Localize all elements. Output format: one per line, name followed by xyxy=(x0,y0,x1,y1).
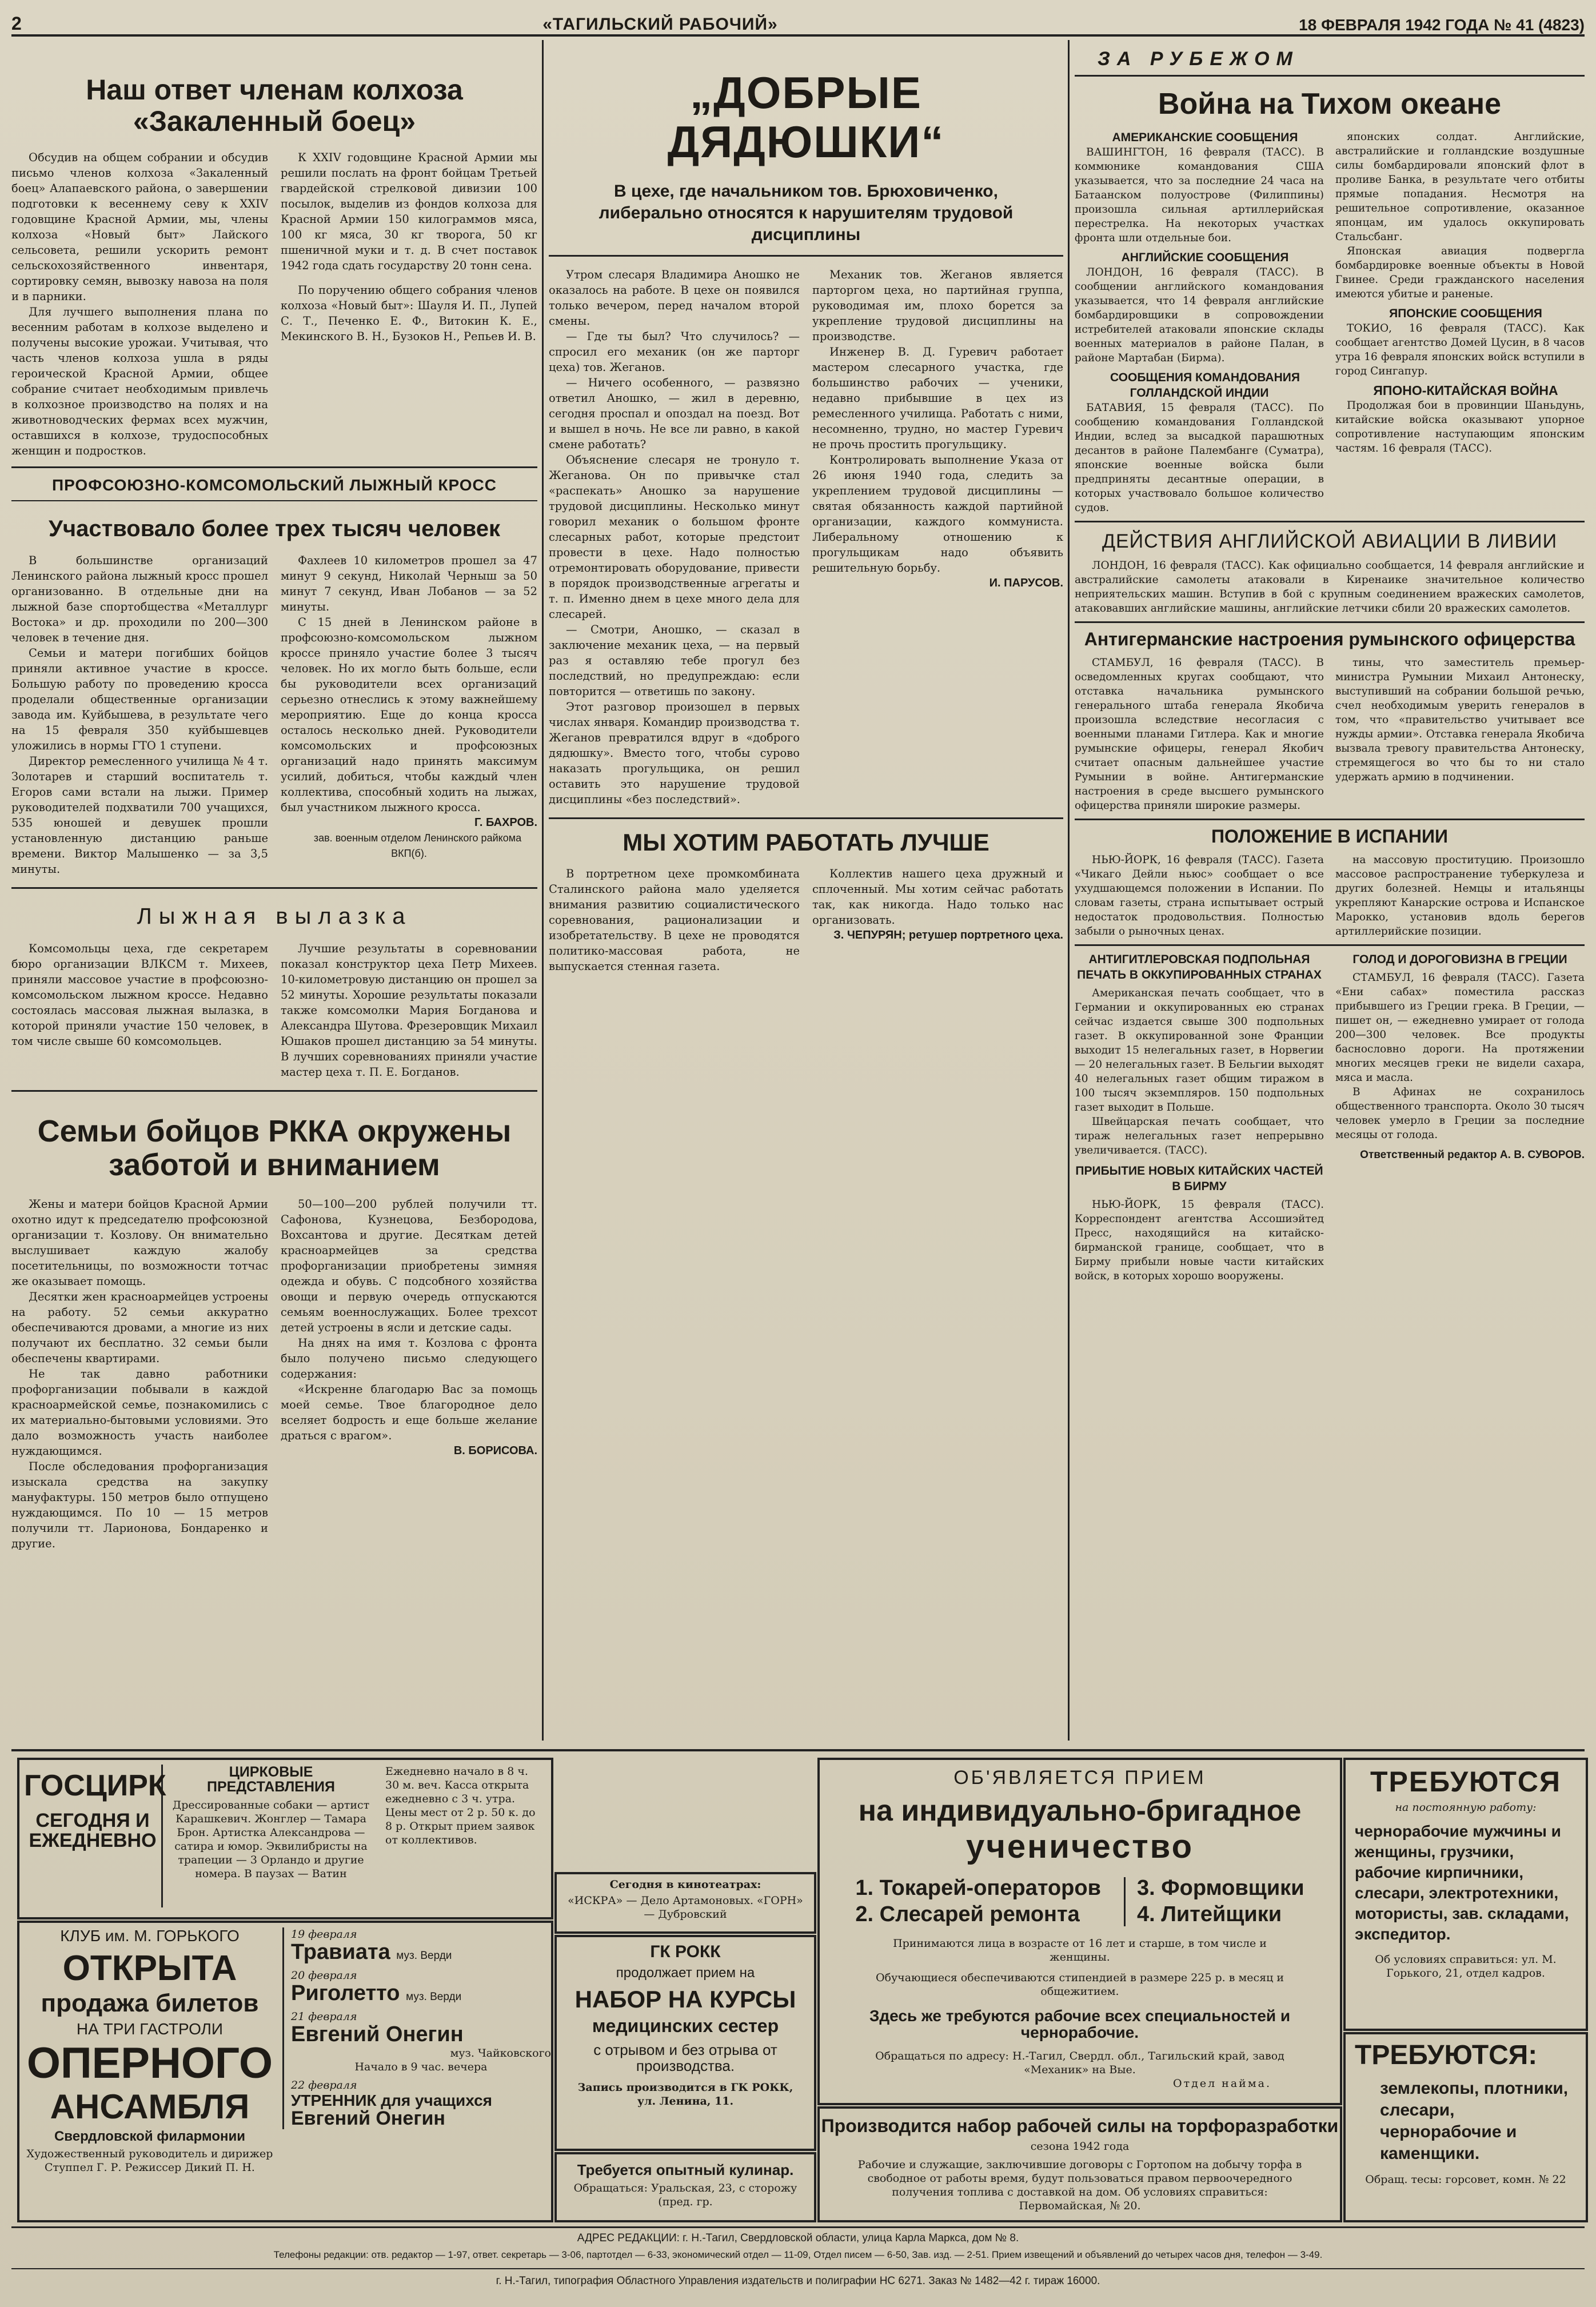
school-item-1: 1. Токарей-операторов xyxy=(855,1876,1101,1901)
club-opera-3-music: муз. Чайковского xyxy=(450,2046,551,2059)
school-pay: Обучающиеся обеспечиваются стипендией в размере 225 р. в месяц и общежитием. xyxy=(875,1971,1284,1998)
club-sale: продажа билетов xyxy=(41,1989,259,2018)
relay-title: Лыжная вылазка xyxy=(137,904,412,929)
rokk-name: ГК РОКК xyxy=(650,1942,721,1961)
rkka-text-3: Не так давно работники профорганизации побывали в каждой красноармейской семье, познакомились с их материально-бытовыми условиями. Это дало возможность участь наиболее нуждающимся. xyxy=(11,1367,268,1458)
abroad-text-5: Японская авиация подвергла бомбардировке военные объекты в Новой Гвинее. Среди гражданского населения имеются убитые и раненые. xyxy=(1335,245,1585,301)
abroad-text-14: Швейцарская печать сообщает, что тираж нелегальных газет непрерывно увеличивается. (ТАСС). xyxy=(1075,1116,1324,1157)
uncles-text-2: — Где ты был? Что случилось? — спросил его механик (он же парторг цеха) тов. Жеганов. xyxy=(549,329,800,374)
abroad-text-10: тины, что заместитель премьер-министра Румынии Михаил Антонеску, выступивший на собрании большой речью, счел необходимым уверить генералов в том, что «правительство учитывает все нужды армии». Отставка генерала Якобича вызвала тревогу правительства Антонеску, стремящегося во что бы то ни стало удержать армию в подчинении. xyxy=(1335,657,1585,784)
club-opera-4: УТРЕННИК для учащихся xyxy=(291,2091,493,2109)
abroad-text-12: на массовую проституцию. Произошло массовое распространение туберкулеза и других болезней. Немцы и итальянцы укрепляют Канарские острова и Испанское Марокко, установив вдоль берегов артиллерийские позиции. xyxy=(1335,854,1585,938)
rkka-text-1: Жены и матери бойцов Красной Армии охотно идут к председателю профсоюзной организации т. Козлову. Он внимательно выслушивает каждую жалобу посетительницы, по возможности тотчас же оказывает помощь. xyxy=(11,1197,268,1288)
ad-jobs-2 xyxy=(1343,2032,1588,2222)
school-heading: ОБ'ЯВЛЯЕТСЯ ПРИЕМ xyxy=(953,1767,1206,1789)
work-body xyxy=(549,866,1063,974)
work-title: МЫ ХОТИМ РАБОТАТЬ ЛУЧШЕ xyxy=(623,828,989,856)
abroad-text-7: Продолжая бои в провинции Шаньдунь, китайские войска оказывают упорное сопротивление наступающим японским частям. 16 февраля (ТАСС). xyxy=(1335,400,1585,455)
uncles-text-4: Объяснение слесаря не тронуло т. Жеганова. Он по привычке стал «распекать» Аношко за нарушение трудовой дисциплины. Несколько минут говорил механик о большом фронте слесарных работ, которые предстоит провести в цехе. Надо полностью отремонтировать оборудование, привести в порядок производственные агрегаты и т. п. Именно днем в цехе много дела для слесарей. xyxy=(549,453,800,621)
ad-peat xyxy=(817,2106,1342,2222)
work-signature: З. ЧЕПУРЯН; ретушер портретного цеха. xyxy=(833,928,1063,941)
abroad-sub-5: ЯПОНО-КИТАЙСКАЯ ВОЙНА xyxy=(1373,383,1558,398)
kolkhoz-text-3: К XXIV годовщине Красной Армии мы решили послать на фронт бойцам Третьей гвардейской стрелковой дивизии 100 посылок, выделив из фондов колхоза для Красной Армии 150 килограммов мяса, 100 кг мяса, 30 кг творога, 50 кг пшеничной муки и т. д. В счет поставок 1942 года сдать государству 20 тонн сена. xyxy=(281,151,537,272)
school-item-2: 2. Слесарей ремонта xyxy=(855,1902,1080,1927)
ski-text-5: С 15 дней в Ленинском районе в профсоюзно-комсомольском лыжном кроссе приняло участие более 3 тысяч человек. Но их могло быть больше, если бы руководители всех организаций серьезно отнеслись к этому важнейшему мероприятию. Еще до конца кросса осталось несколько дней. Руководители комсомольских и профсоюзных организаций надо принять максимум усилий, добиться, чтобы каждый член коллектива, способный ходить на лыжах, был участником лыжного кросса. xyxy=(281,616,537,814)
abroad-title-2: ДЕЙСТВИЯ АНГЛИЙСКОЙ АВИАЦИИ В ЛИВИИ xyxy=(1102,530,1558,553)
kolkhoz-title: Наш ответ членам колхоза «Закаленный боец» xyxy=(86,74,463,137)
abroad-title-5: АНТИГИТЛЕРОВСКАЯ ПОДПОЛЬНАЯ ПЕЧАТЬ В ОККУПИРОВАННЫХ СТРАНАХ xyxy=(1077,953,1322,982)
abroad-title-3: Антигерманские настроения румынского офицерства xyxy=(1084,629,1575,650)
club-ensemble: АНСАМБЛЯ xyxy=(50,2087,250,2126)
uncles-text-9: Контролировать выполнение Указа от 26 июня 1940 года, следить за укреплением трудовой дисциплины — святая обязанность каждой партийной организации, каждого коммуниста. Либеральному отношению к прогульщикам надо объявить решительную борьбу. xyxy=(812,453,1063,574)
club-open: ОТКРЫТА xyxy=(62,1949,237,1989)
relay-text-2: Лучшие результаты в соревновании показал конструктор цеха Петр Михеев. 10-километровую дистанцию он прошел за 52 минуты. Хорошие результаты показали также комсомолки Мария Богданова и Александра Шутова. Фрезеровщик Михаил Юшаков прошел дистанцию за 54 минуты. В лучших соревнованиях приняли участие мастер цеха т. П. Е. Богданов. xyxy=(281,942,537,1079)
club-date-4: 22 февраля xyxy=(291,2078,357,2092)
uncles-signature: И. ПАРУСОВ. xyxy=(989,576,1063,589)
club-director: Художественный руководитель и дирижер Ступпел Г. Р. Режиссер Дикий П. Н. xyxy=(26,2148,273,2174)
ad-cinema xyxy=(554,1872,816,1934)
club-sub: НА ТРИ ГАСТРОЛИ xyxy=(76,2019,224,2038)
abroad-sub-3: СООБЩЕНИЯ КОМАНДОВАНИЯ ГОЛЛАНДСКОЙ ИНДИИ xyxy=(1110,371,1300,400)
ski-text-4: Фахлеев 10 километров прошел за 47 минут 9 секунд, Николай Черныш за 50 минут 7 секунд, Иван Лобанов — за 52 минуты. xyxy=(281,554,537,613)
issue-date: 18 ФЕВРАЛЯ 1942 ГОДА № 41 (4823) xyxy=(1299,16,1585,34)
abroad-title-4: ПОЛОЖЕНИЕ В ИСПАНИИ xyxy=(1211,826,1448,847)
kolkhoz-signature: По поручению общего собрания членов колхоза «Новый быт»: Шауля И. П., Лупей С. Т., Печенко Е. Ф., Витокин К. Е., Мекинского В. Н., Бузоков Н., Репьев И. В. xyxy=(281,284,537,343)
school-note: Принимаются лица в возрасте от 16 лет и старше, в том числе и женщины. xyxy=(893,1937,1267,1963)
jobs1-list: чернорабочие мужчины и женщины, грузчики, рабочие кирпичники, слесари, электротехники, мотористы, зав. складами, экспедитор. xyxy=(1355,1822,1569,1943)
uncles-text-1: Утром слесаря Владимира Аношко не оказалось на работе. В цехе он появился только вечером, перед началом второй смены. xyxy=(549,268,800,328)
abroad-text-1: ВАШИНГТОН, 16 февраля (ТАСС). В коммюнике командования США указывается, что за последние 24 часа на Батаанском полуострове (Филиппины) произошла сильная артиллерийская перестрелка. На некоторых участках фронта шли отдельные бои. xyxy=(1075,146,1324,245)
circus-heading: ЦИРКОВЫЕ ПРЕДСТАВЛЕНИЯ xyxy=(207,1764,335,1795)
abroad-text-13: Американская печать сообщает, что в Германии и оккупированных ею странах сейчас издается свыше 300 подпольных газет. В оккупированной зоне Франции выходит 15 нелегальных газет, в Норвегии — 20 нелегальных газет. В Бельгии выходят 40 нелегальных газет общим тиражом в 100 тысяч экземпляров. 150 подпольных газет выходит в Польше. xyxy=(1075,987,1324,1114)
peat-sub: сезона 1942 года xyxy=(1030,2140,1130,2153)
footer-address: АДРЕС РЕДАКЦИИ: г. Н.-Тагил, Свердловской области, улица Карла Маркса, дом № 8. xyxy=(577,2232,1019,2244)
abroad-section xyxy=(1075,40,1585,1741)
uncles-text-7: Механик тов. Жеганов является парторгом цеха, но партийная группа, руководимая им, плохо борется за укрепление трудовой дисциплины на производстве. xyxy=(812,268,1063,343)
rkka-title: Семьи бойцов РККА окружены заботой и вниманием xyxy=(37,1114,512,1183)
rkka-text-7: «Искренне благодарю Вас за помощь моей семье. Твое благородное дело вселяет бодрость и еще больше желание драться с врагом». xyxy=(281,1382,537,1442)
abroad-heading: ЗА РУБЕЖОМ xyxy=(1098,48,1299,70)
rkka-text-2: Десятки жен красноармейцев устроены на работу. 52 семьи аккуратно обеспечиваются дровами, а многие из них получают их бесплатно. 32 семьи были обеспечены квартирами. xyxy=(11,1290,268,1365)
kolkhoz-body xyxy=(11,150,537,458)
jobs1-sub: на постоянную работу: xyxy=(1395,1801,1537,1814)
ad-circus xyxy=(17,1758,553,1919)
jobs2-title: ТРЕБУЮТСЯ: xyxy=(1355,2040,1538,2070)
editor-signature: Ответственный редактор А. В. СУВОРОВ. xyxy=(1360,1149,1585,1162)
cinema-text: «ИСКРА» — Дело Артамоновых. «ГОРН» — Дубровский xyxy=(568,1894,803,1921)
abroad-sub-2: АНГЛИЙСКИЕ СООБЩЕНИЯ xyxy=(1121,251,1289,265)
school-title: на индивидуально-бригадное xyxy=(858,1794,1302,1827)
club-opera-2: Риголетто xyxy=(291,1981,400,2005)
middle-section xyxy=(549,40,1063,1741)
abroad-title: Война на Тихом океане xyxy=(1158,87,1502,121)
ad-apprenticeship xyxy=(817,1758,1342,2105)
page-number: 2 xyxy=(11,13,22,34)
ski-text-1: В большинстве организаций Ленинского района лыжный кросс прошел организованно. В отдельные дни на лыжной базе спортобщества «Металлург Востока» и др. проходили по 200—300 человек в течение дня. xyxy=(11,554,268,644)
circus-line: СЕГОДНЯ И ЕЖЕДНЕВНО xyxy=(29,1809,157,1852)
jobs1-title: ТРЕБУЮТСЯ xyxy=(1370,1766,1561,1798)
uncles-text-8: Инженер В. Д. Гуревич работает мастером слесарного участка, где большинство рабочих — ученики, недавно прибывшие в цех из ремесленного училища. Работать с ними, несомненно, трудно, но мастер Гуревич не прочь простить прогульщику. xyxy=(812,345,1063,451)
abroad-text-3: БАТАВИЯ, 15 февраля (ТАСС). По сообщению командования Голландской Индии, вслед за высадкой парашютных десантов в районе Палембанге (Суматра), японские военные войска были предприняты десантные операции, в которых участвовало большое количество судов. xyxy=(1075,402,1324,514)
abroad-sub-1: АМЕРИКАНСКИЕ СООБЩЕНИЯ xyxy=(1112,131,1298,145)
uncles-text-5: — Смотри, Аношко, — сказал в заключение механик цеха, — на первый раз я оставляю тебе прогул без последствий, но предупреждаю: если повторится — ответишь по закону. xyxy=(549,622,800,698)
abroad-text-6: ТОКИО, 16 февраля (ТАСС). Как сообщает агентство Домей Цусин, в 8 часов утра 16 февраля японских войск вступили в город Сингапур. xyxy=(1335,322,1585,378)
club-date-3: 21 февраля xyxy=(291,2010,357,2023)
club-name: КЛУБ им. М. ГОРЬКОГО xyxy=(60,1927,240,1945)
cinema-title: Сегодня в кинотеатрах: xyxy=(609,1878,761,1891)
cook-text: Требуется опытный кулинар. xyxy=(577,2161,794,2178)
rokk-title-2: медицинских сестер xyxy=(592,2015,779,2036)
club-opera-1-music: муз. Верди xyxy=(396,1950,452,1962)
work-text-1: В портретном цехе промкомбината Сталинского района мало уделяется внимания развитию социалистического соревнования, рационализации и изобретательству. В цехе не проводятся политико-массовая работа, не выпускается стенная газета. xyxy=(549,867,800,973)
school-dept: Отдел найма. xyxy=(1173,2077,1271,2090)
club-phil: Свердловской филармонии xyxy=(54,2128,246,2144)
abroad-text-9: СТАМБУЛ, 16 февраля (ТАСС). В осведомленных кругах сообщают, что отставка начальника румынского генерального штаба генерала Якобича произошла вследствие несогласия с военными планами Гитлера. Как и многие румынские офицеры, генерал Якобич считает опасным дальнейшее участие Румынии в войне. Антигерманские настроения в среде высшего румынского офицерства приняли широкие размеры. xyxy=(1075,657,1324,812)
ad-club xyxy=(17,1921,553,2222)
club-date-1: 19 февраля xyxy=(291,1928,357,1941)
ski-heading: ПРОФСОЮЗНО-КОМСОМОЛЬСКИЙ ЛЫЖНЫЙ КРОСС xyxy=(52,476,497,494)
jobs2-address: Обращ. тесы: горсовет, комн. № 22 xyxy=(1365,2173,1566,2186)
ski-signature: Г. БАХРОВ. xyxy=(474,816,537,829)
club-opera-3-time: Начало в 9 час. вечера xyxy=(354,2060,488,2073)
rkka-signature: В. БОРИСОВА. xyxy=(453,1444,537,1457)
rokk-text: с отрывом и без отрыва от производства. xyxy=(593,2041,777,2074)
footer-printer: г. Н.-Тагил, типография Областного Управления издательств и полиграфии НС 6271. Заказ № 1482—42 г. тираж 16000. xyxy=(496,2275,1100,2287)
abroad-title-7: ПРИБЫТИЕ НОВЫХ КИТАЙСКИХ ЧАСТЕЙ В БИРМУ xyxy=(1075,1164,1323,1194)
circus-acts: Дрессированные собаки — артист Карашкевич. Жонглер — Тамара Брон. Артистка Александрова — сатира и юмор. Эквилибристы на трапеции — 3 Орландо и другие номера. В паузах — Ватин xyxy=(172,1798,370,1880)
footer-phones: Телефоны редакции: отв. редактор — 1-97, ответ. секретарь — 3-06, партотдел — 6-33, экономический отдел — 11-09, Отдел писем — 6-50, Зав. изд. — 2-51. Прием извещений и объявлений до четырех часов дня, телефон — 3-49. xyxy=(273,2249,1323,2260)
school-item-3: 3. Формовщики xyxy=(1136,1876,1304,1901)
kolkhoz-text-1: Обсудив на общем собрании и обсудив письмо членов колхоза «Закаленный боец» Алапаевского района, о завершении подготовки к весеннему севу к XXIV годовщине Красной Армии, мы, члены колхоза «Новый быт» Лайского сельсовета, решили ускорить ремонт сельскохозяйственного инвентаря, сортировку семян, вывозку навоза на поля и в парники. xyxy=(11,151,268,303)
abroad-text-17: НЬЮ-ЙОРК, 15 февраля (ТАСС). Корреспондент агентства Ассошиэйтед Пресс, находящийся на китайско-бирманской границе, сообщает, что в Бирму прибыли новые части китайских войск, в которых хорошо вооружены. xyxy=(1075,1199,1324,1283)
ad-rokk xyxy=(554,1935,816,2151)
uncles-body xyxy=(549,267,1063,807)
rokk-title: НАБОР НА КУРСЫ xyxy=(574,1985,796,2013)
ad-jobs-1 xyxy=(1343,1758,1588,2031)
rokk-address: Запись производится в ГК РОКК, ул. Ленина, 11. xyxy=(577,2081,793,2108)
school-address: Обращаться по адресу: Н.-Тагил, Свердл. обл., Тагильский край, завод «Механик» на Вые. xyxy=(875,2049,1284,2076)
kolkhoz-text-2: Для лучшего выполнения плана по весенним работам в колхозе выделено и получены высокие урожаи. Учитывая, что часть членов колхоза ушла в ряды героической Красной Армии, общее собрание считает необходимым привлечь в колхозное производство на полях и на животноводческих фермах всех мужчин, оставшихся в колхозе, трудоспособных женщин и подростков. xyxy=(11,305,268,457)
school-need: Здесь же требуются рабочие всех специальностей и чернорабочие. xyxy=(869,2006,1291,2042)
club-date-2: 20 февраля xyxy=(291,1969,357,1982)
uncles-title: „ДОБРЫЕ ДЯДЮШКИ“ xyxy=(667,67,945,167)
work-text-2: Коллектив нашего цеха дружный и сплоченный. Мы хотим сейчас работать так, как никогда. Надо только нас организовать. xyxy=(812,867,1063,927)
club-opera-1: Травиата xyxy=(291,1940,390,1964)
abroad-text-2: ЛОНДОН, 16 февраля (ТАСС). В сообщении английского командования указывается, что 14 февраля английские бомбардировщики в сопровождении истребителей атаковали японские склады военных материалов в районе Палан, в районе Мартабан (Бирма). xyxy=(1075,266,1324,365)
jobs2-list: землекопы, плотники, слесари, чернорабочие и каменщики. xyxy=(1380,2079,1569,2164)
ski-title: Участвовало более трех тысяч человек xyxy=(49,516,500,541)
rkka-text-4: После обследования профорганизация изыскала средства на закупку мануфактуры. 150 метров было отпущено нуждающимся. По 10 — 15 метров получили тт. Ларионова, Бондаренко и другие. xyxy=(11,1459,268,1550)
abroad-text-16: В Афинах не сохранилось общественного транспорта. Около 30 тысяч человек умерло в Греции за последние месяцы от голода. xyxy=(1335,1086,1585,1141)
abroad-text-15: СТАМБУЛ, 16 февраля (ТАСС). Газета «Ени сабах» поместила рассказ прибывшего из Греции грека. В Греции, — пишет он, — ежедневно умирает от голода 200—300 человек. Все продукты баснословно дороги. На протяжении многих месяцев греки не видели сахара, мяса и масла. xyxy=(1335,972,1585,1084)
jobs1-address: Об условиях справиться: ул. М. Горького, 21, отдел кадров. xyxy=(1375,1953,1557,1979)
cook-address: Обращаться: Уральская, 23, с сторожу (пред. гр. xyxy=(573,2182,797,2209)
abroad-sub-4: ЯПОНСКИЕ СООБЩЕНИЯ xyxy=(1389,307,1542,321)
peat-text: Рабочие и служащие, заключившие договоры с Гортопом на добычу торфа в свободное от работы время, будут пользоваться правом первоочередного получения топлива с доставкой на дом. Об условиях справиться: Первомайская, № 20. xyxy=(857,2158,1302,2212)
uncles-text-3: — Ничего особенного, — развязно ответил Аношко, — жил в деревню, сегодня проспал и опоздал на поезд. Вот и вышел в ночь. Не все ли равно, в какой смене работать? xyxy=(549,376,800,451)
relay-text-1: Комсомольцы цеха, где секретарем бюро организации ВЛКСМ т. Михеев, приняли массовое участие в профсоюзно-комсомольском лыжном кроссе. Недавно состоялась массовая лыжная вылазка, в которой приняли участие 150 человек, в том числе свыше 60 комсомольцев. xyxy=(11,942,268,1048)
abroad-title-6: ГОЛОД И ДОРОГОВИЗНА В ГРЕЦИИ xyxy=(1352,953,1567,967)
school-item-4: 4. Литейщики xyxy=(1136,1902,1282,1927)
peat-title: Производится набор рабочей силы на торфоразработки xyxy=(821,2116,1339,2136)
club-opera: ОПЕРНОГО xyxy=(26,2039,273,2088)
school-title-2: ученичество xyxy=(965,1828,1194,1866)
relay-body xyxy=(11,941,537,1080)
rokk-sub: продолжает прием на xyxy=(616,1965,755,1981)
uncles-subtitle: В цехе, где начальником тов. Брюховиченко, либерально относятся к нарушителям трудовой дисциплины xyxy=(598,181,1014,244)
left-section xyxy=(11,40,537,1741)
ski-body xyxy=(11,553,537,877)
ski-signature-sub: зав. военным отделом Ленинского райкома ВКП(б). xyxy=(313,832,522,859)
newspaper-name: «ТАГИЛЬСКИЙ РАБОЧИЙ» xyxy=(542,15,778,34)
uncles-text-6: Этот разговор произошел в первых числах января. Командир производства т. Жеганов превратился вдруг в «доброго дядюшку». Вместо того, чтобы сурово наказать прогульщика, он решил оставить это нарушение трудовой дисциплины «без последствий». xyxy=(549,700,800,806)
rkka-text-6: На днях на имя т. Козлова с фронта было получено письмо следующего содержания: xyxy=(281,1336,537,1380)
circus-times: Ежедневно начало в 8 ч. 30 м. веч. Касса открыта ежедневно с 3 ч. утра. Цены мест от 2 р. 50 к. до 8 р. Открыт прием заявок от коллективов. xyxy=(385,1765,536,1846)
ski-text-2: Семьи и матери погибших бойцов приняли активное участие в кроссе. Большую работу по проведению кросса проделали общественные организации завода им. Куйбышева, в результате чего на 15 февраля 350 куйбышевцев уложились в нормы ГТО 1 ступени. xyxy=(11,646,268,752)
abroad-text-11: НЬЮ-ЙОРК, 16 февраля (ТАСС). Газета «Чикаго Дейли ньюс» сообщает о все ухудшающемся положении в Испании. По словам газеты, страна испытывает острый недостаток продовольствия. Полностью забыли о рыночных ценах. xyxy=(1075,854,1324,938)
rkka-text-5: 50—100—200 рублей получили тт. Сафонова, Кузнецова, Безбородова, Вохсантова и другие. Десяткам детей красноармейцев за средства профорганизации приобретены зимняя одежда и обувь. С подсобного хозяйства овощи и первую очередь отпускаются семьям военнослужащих. Более трехсот детей устроены в ясли и детские сады. xyxy=(281,1197,537,1334)
abroad-text-4: японских солдат. Английские, австралийские и голландские воздушные силы бомбардировали японский флот в проливе Банка, в результате чего отбиты прямые попадания. Несмотря на решительное сопротивление, оказанное японцам, им удалось оккупировать Стальсбанг. xyxy=(1335,131,1585,244)
ad-cook xyxy=(554,2152,816,2222)
club-opera-3: Евгений Онегин xyxy=(291,2022,464,2046)
abroad-text-8: ЛОНДОН, 16 февраля (ТАСС). Как официально сообщается, 14 февраля английские и австралийские самолеты атаковали в Киренаике значительное количество неприятельских машин. Вступив в бой с крупным соединением вражеских самолетов, атаковавших английские машины, английские летчики сбили 20 вражеских самолетов. xyxy=(1075,560,1585,615)
club-opera-5: Евгений Онегин xyxy=(291,2108,445,2130)
masthead xyxy=(11,6,1585,37)
abroad-pacific-body xyxy=(1075,130,1585,515)
rkka-body xyxy=(11,1196,537,1551)
club-opera-2-music: муз. Верди xyxy=(406,1990,462,2003)
ski-text-3: Директор ремесленного училища № 4 т. Золотарев и старший воспитатель т. Егоров сами встали на лыжи. Пример руководителей подхватили 700 учащихся, 535 юношей и девушек прошли установленную дистанцию раньше времени. Виктор Малышенко — за 3,5 минуты. xyxy=(11,755,268,876)
circus-name: ГОСЦИРК xyxy=(24,1769,166,1802)
